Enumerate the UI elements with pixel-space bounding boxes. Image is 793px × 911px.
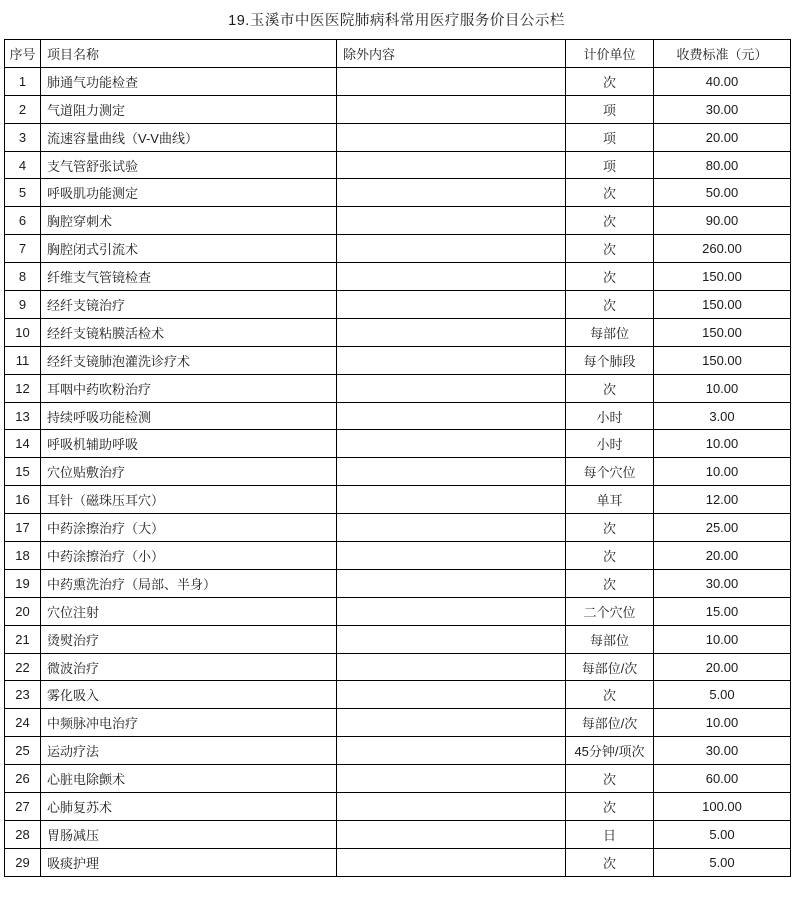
cell-item-name: 吸痰护理 [41, 848, 337, 876]
cell-seq: 11 [5, 346, 41, 374]
table-row [5, 737, 791, 765]
cell-seq: 6 [5, 207, 41, 235]
cell-seq: 20 [5, 597, 41, 625]
cell-unit: 次 [566, 681, 654, 709]
cell-seq: 25 [5, 737, 41, 765]
cell-unit: 45分钟/项次 [566, 737, 654, 765]
cell-item-name: 中药涂擦治疗（小） [41, 542, 337, 570]
header-price: 收费标准（元） [654, 40, 791, 68]
cell-excluded-content [337, 318, 566, 346]
cell-price: 40.00 [654, 67, 791, 95]
cell-excluded-content [337, 709, 566, 737]
cell-seq: 9 [5, 291, 41, 319]
cell-item-name: 耳咽中药吹粉治疗 [41, 374, 337, 402]
table-row [5, 263, 791, 291]
cell-unit: 次 [566, 374, 654, 402]
cell-item-name: 雾化吸入 [41, 681, 337, 709]
cell-item-name: 中药熏洗治疗（局部、半身） [41, 569, 337, 597]
cell-item-name: 支气管舒张试验 [41, 151, 337, 179]
cell-price: 80.00 [654, 151, 791, 179]
table-row [5, 95, 791, 123]
table-row [5, 430, 791, 458]
cell-seq: 7 [5, 235, 41, 263]
cell-excluded-content [337, 653, 566, 681]
cell-price: 100.00 [654, 793, 791, 821]
table-row [5, 848, 791, 876]
cell-unit: 日 [566, 820, 654, 848]
cell-unit: 小时 [566, 402, 654, 430]
table-row [5, 486, 791, 514]
cell-price: 5.00 [654, 681, 791, 709]
cell-seq: 8 [5, 263, 41, 291]
cell-price: 10.00 [654, 709, 791, 737]
price-table [4, 39, 791, 877]
table-row [5, 597, 791, 625]
cell-item-name: 穴位注射 [41, 597, 337, 625]
cell-price: 150.00 [654, 291, 791, 319]
cell-excluded-content [337, 848, 566, 876]
cell-item-name: 运动疗法 [41, 737, 337, 765]
cell-item-name: 流速容量曲线（V-V曲线） [41, 123, 337, 151]
cell-excluded-content [337, 67, 566, 95]
table-row [5, 820, 791, 848]
cell-item-name: 微波治疗 [41, 653, 337, 681]
table-row [5, 765, 791, 793]
cell-seq: 18 [5, 542, 41, 570]
cell-seq: 3 [5, 123, 41, 151]
cell-excluded-content [337, 569, 566, 597]
cell-unit: 次 [566, 179, 654, 207]
cell-unit: 每部位/次 [566, 709, 654, 737]
table-row [5, 179, 791, 207]
cell-excluded-content [337, 151, 566, 179]
cell-seq: 24 [5, 709, 41, 737]
cell-seq: 10 [5, 318, 41, 346]
cell-excluded-content [337, 486, 566, 514]
cell-excluded-content [337, 597, 566, 625]
cell-item-name: 经纤支镜粘膜活检术 [41, 318, 337, 346]
cell-seq: 29 [5, 848, 41, 876]
cell-price: 90.00 [654, 207, 791, 235]
table-row [5, 793, 791, 821]
cell-excluded-content [337, 820, 566, 848]
cell-item-name: 胃肠减压 [41, 820, 337, 848]
cell-unit: 次 [566, 542, 654, 570]
cell-item-name: 胸腔穿刺术 [41, 207, 337, 235]
cell-seq: 1 [5, 67, 41, 95]
cell-item-name: 中药涂擦治疗（大） [41, 514, 337, 542]
header-excluded-content: 除外内容 [337, 40, 566, 68]
cell-seq: 21 [5, 625, 41, 653]
table-row [5, 235, 791, 263]
cell-unit: 单耳 [566, 486, 654, 514]
header-unit: 计价单位 [566, 40, 654, 68]
cell-price: 5.00 [654, 820, 791, 848]
table-row [5, 207, 791, 235]
cell-price: 30.00 [654, 95, 791, 123]
cell-price: 5.00 [654, 848, 791, 876]
cell-seq: 22 [5, 653, 41, 681]
page-title: 19.玉溪市中医医院肺病科常用医疗服务价目公示栏 [228, 13, 565, 29]
cell-excluded-content [337, 625, 566, 653]
cell-price: 50.00 [654, 179, 791, 207]
cell-price: 260.00 [654, 235, 791, 263]
cell-unit: 每个肺段 [566, 346, 654, 374]
cell-item-name: 呼吸机辅助呼吸 [41, 430, 337, 458]
cell-price: 10.00 [654, 458, 791, 486]
cell-price: 3.00 [654, 402, 791, 430]
cell-unit: 项 [566, 95, 654, 123]
cell-excluded-content [337, 542, 566, 570]
cell-item-name: 持续呼吸功能检测 [41, 402, 337, 430]
table-row [5, 542, 791, 570]
cell-excluded-content [337, 430, 566, 458]
cell-price: 12.00 [654, 486, 791, 514]
cell-price: 150.00 [654, 263, 791, 291]
cell-price: 20.00 [654, 542, 791, 570]
cell-item-name: 中频脉冲电治疗 [41, 709, 337, 737]
cell-unit: 次 [566, 263, 654, 291]
cell-seq: 15 [5, 458, 41, 486]
cell-seq: 14 [5, 430, 41, 458]
cell-unit: 每个穴位 [566, 458, 654, 486]
cell-excluded-content [337, 235, 566, 263]
cell-item-name: 气道阻力测定 [41, 95, 337, 123]
cell-excluded-content [337, 207, 566, 235]
cell-excluded-content [337, 765, 566, 793]
cell-unit: 项 [566, 123, 654, 151]
cell-unit: 项 [566, 151, 654, 179]
cell-seq: 13 [5, 402, 41, 430]
cell-unit: 次 [566, 235, 654, 263]
cell-seq: 2 [5, 95, 41, 123]
table-row [5, 151, 791, 179]
cell-item-name: 经纤支镜肺泡灌洗诊疗术 [41, 346, 337, 374]
cell-seq: 19 [5, 569, 41, 597]
cell-excluded-content [337, 793, 566, 821]
cell-item-name: 胸腔闭式引流术 [41, 235, 337, 263]
cell-excluded-content [337, 737, 566, 765]
cell-price: 150.00 [654, 318, 791, 346]
cell-excluded-content [337, 458, 566, 486]
cell-price: 60.00 [654, 765, 791, 793]
cell-price: 30.00 [654, 737, 791, 765]
cell-item-name: 经纤支镜治疗 [41, 291, 337, 319]
price-table-body [5, 67, 791, 876]
cell-seq: 5 [5, 179, 41, 207]
table-row [5, 123, 791, 151]
table-row [5, 318, 791, 346]
table-row [5, 374, 791, 402]
cell-unit: 每部位 [566, 625, 654, 653]
cell-unit: 小时 [566, 430, 654, 458]
cell-price: 10.00 [654, 430, 791, 458]
cell-price: 10.00 [654, 374, 791, 402]
cell-excluded-content [337, 374, 566, 402]
cell-excluded-content [337, 179, 566, 207]
cell-unit: 次 [566, 848, 654, 876]
cell-unit: 二个穴位 [566, 597, 654, 625]
cell-price: 15.00 [654, 597, 791, 625]
cell-unit: 次 [566, 514, 654, 542]
cell-price: 30.00 [654, 569, 791, 597]
header-item-name: 项目名称 [41, 40, 337, 68]
table-row [5, 625, 791, 653]
cell-excluded-content [337, 346, 566, 374]
cell-excluded-content [337, 263, 566, 291]
cell-item-name: 烫熨治疗 [41, 625, 337, 653]
cell-item-name: 纤维支气管镜检查 [41, 263, 337, 291]
cell-price: 25.00 [654, 514, 791, 542]
cell-item-name: 呼吸肌功能测定 [41, 179, 337, 207]
cell-excluded-content [337, 123, 566, 151]
cell-unit: 次 [566, 291, 654, 319]
cell-excluded-content [337, 402, 566, 430]
cell-unit: 次 [566, 207, 654, 235]
cell-seq: 12 [5, 374, 41, 402]
cell-price: 20.00 [654, 123, 791, 151]
table-row [5, 291, 791, 319]
header-row [5, 40, 791, 68]
cell-seq: 27 [5, 793, 41, 821]
cell-price: 10.00 [654, 625, 791, 653]
cell-unit: 每部位 [566, 318, 654, 346]
cell-item-name: 肺通气功能检查 [41, 67, 337, 95]
table-row [5, 569, 791, 597]
table-row [5, 709, 791, 737]
table-row [5, 681, 791, 709]
cell-unit: 次 [566, 793, 654, 821]
cell-excluded-content [337, 95, 566, 123]
cell-excluded-content [337, 291, 566, 319]
cell-seq: 26 [5, 765, 41, 793]
table-row [5, 402, 791, 430]
cell-item-name: 心肺复苏术 [41, 793, 337, 821]
cell-excluded-content [337, 681, 566, 709]
cell-seq: 17 [5, 514, 41, 542]
price-table-header [5, 40, 791, 68]
table-row [5, 458, 791, 486]
table-row [5, 67, 791, 95]
cell-item-name: 穴位贴敷治疗 [41, 458, 337, 486]
cell-item-name: 耳针（磁珠压耳穴） [41, 486, 337, 514]
cell-item-name: 心脏电除颤术 [41, 765, 337, 793]
cell-seq: 23 [5, 681, 41, 709]
table-row [5, 653, 791, 681]
cell-excluded-content [337, 514, 566, 542]
table-row [5, 346, 791, 374]
cell-seq: 28 [5, 820, 41, 848]
cell-seq: 16 [5, 486, 41, 514]
cell-price: 150.00 [654, 346, 791, 374]
cell-unit: 每部位/次 [566, 653, 654, 681]
header-seq: 序号 [5, 40, 41, 68]
cell-price: 20.00 [654, 653, 791, 681]
cell-seq: 4 [5, 151, 41, 179]
table-row [5, 514, 791, 542]
cell-unit: 次 [566, 765, 654, 793]
cell-unit: 次 [566, 67, 654, 95]
cell-unit: 次 [566, 569, 654, 597]
